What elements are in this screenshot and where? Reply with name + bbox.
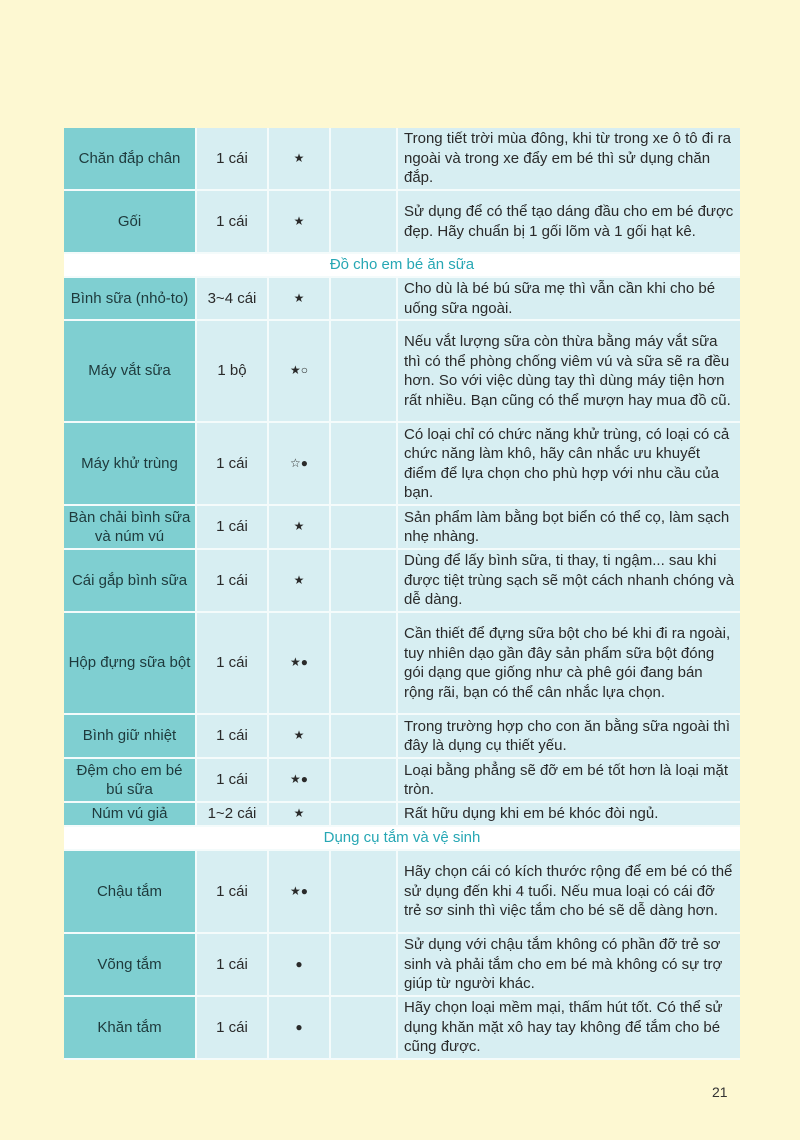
item-quantity: 1 cái [197, 128, 269, 191]
item-note: Có loại chỉ có chức năng khử trùng, có loại có cả chức năng làm khô, hãy cân nhắc ưu khuyết điểm để lựa chọn cho phù hợp với nhu cầu của bạn. [398, 423, 740, 506]
priority-marks: ● [269, 997, 331, 1060]
table-row [64, 506, 740, 550]
table-row [64, 759, 740, 803]
item-note: Cần thiết để đựng sữa bột cho bé khi đi ra ngoài, tuy nhiên dạo gần đây sản phẩm sữa bột đóng gói dạng que giống như cà phê gói đang bán rộng rãi, bạn có thể cân nhắc lựa chọn. [398, 613, 740, 715]
item-name: Máy vắt sữa [64, 321, 197, 423]
item-name: Khăn tắm [64, 997, 197, 1060]
priority-marks: ★● [269, 759, 331, 803]
empty-cell [331, 803, 398, 827]
item-note: Rất hữu dụng khi em bé khóc đòi ngủ. [398, 803, 740, 827]
item-quantity: 1 cái [197, 191, 269, 254]
item-note: Sản phẩm làm bằng bọt biển có thể cọ, làm sạch nhẹ nhàng. [398, 506, 740, 550]
priority-marks: ☆● [269, 423, 331, 506]
item-name: Bình giữ nhiệt [64, 715, 197, 759]
empty-cell [331, 191, 398, 254]
empty-cell [331, 423, 398, 506]
section-header [64, 254, 740, 278]
empty-cell [331, 278, 398, 321]
table-row [64, 128, 740, 191]
item-note: Sử dụng để có thể tạo dáng đầu cho em bé được đẹp. Hãy chuẩn bị 1 gối lõm và 1 gối hạt kê. [398, 191, 740, 254]
table-row [64, 321, 740, 423]
table-row [64, 997, 740, 1060]
priority-marks: ★ [269, 191, 331, 254]
empty-cell [331, 851, 398, 934]
empty-cell [331, 321, 398, 423]
priority-marks: ★ [269, 715, 331, 759]
item-quantity: 1 cái [197, 715, 269, 759]
item-note: Loại bằng phẳng sẽ đỡ em bé tốt hơn là loại mặt tròn. [398, 759, 740, 803]
item-name: Bình sữa (nhỏ-to) [64, 278, 197, 321]
item-quantity: 1 cái [197, 613, 269, 715]
empty-cell [331, 613, 398, 715]
table-body [64, 128, 740, 1060]
item-note: Cho dù là bé bú sữa mẹ thì vẫn cần khi cho bé uống sữa ngoài. [398, 278, 740, 321]
table-row [64, 851, 740, 934]
table-row [64, 550, 740, 613]
item-quantity: 1 cái [197, 997, 269, 1060]
empty-cell [331, 128, 398, 191]
item-note: Hãy chọn cái có kích thước rộng để em bé có thể sử dụng đến khi 4 tuổi. Nếu mua loại có cái đỡ trẻ sơ sinh thì việc tắm cho bé sẽ dễ dàng hơn. [398, 851, 740, 934]
table-row [64, 423, 740, 506]
item-note: Hãy chọn loại mềm mại, thấm hút tốt. Có thể sử dụng khăn mặt xô hay tay không để tắm cho bé cũng được. [398, 997, 740, 1060]
table-row [64, 803, 740, 827]
item-note: Nếu vắt lượng sữa còn thừa bằng máy vắt sữa thì có thể phòng chống viêm vú và sữa sẽ ra đều hơn. So với việc dùng tay thì dùng máy tiện hơn rất nhiều. Bạn cũng có thể mượn hay mua đồ cũ. [398, 321, 740, 423]
item-quantity: 1 cái [197, 550, 269, 613]
table-row [64, 715, 740, 759]
item-quantity: 1~2 cái [197, 803, 269, 827]
item-name: Máy khử trùng [64, 423, 197, 506]
table-row [64, 278, 740, 321]
table-row [64, 613, 740, 715]
item-name: Bàn chải bình sữa và núm vú [64, 506, 197, 550]
empty-cell [331, 715, 398, 759]
table-row [64, 191, 740, 254]
item-quantity: 1 cái [197, 851, 269, 934]
item-quantity: 1 cái [197, 934, 269, 997]
item-name: Hộp đựng sữa bột [64, 613, 197, 715]
priority-marks: ★ [269, 278, 331, 321]
empty-cell [331, 550, 398, 613]
item-name: Chăn đắp chân [64, 128, 197, 191]
item-name: Chậu tắm [64, 851, 197, 934]
item-quantity: 1 bộ [197, 321, 269, 423]
priority-marks: ★○ [269, 321, 331, 423]
item-name: Gối [64, 191, 197, 254]
empty-cell [331, 934, 398, 997]
priority-marks: ● [269, 934, 331, 997]
item-name: Đệm cho em bé bú sữa [64, 759, 197, 803]
priority-marks: ★ [269, 128, 331, 191]
item-quantity: 1 cái [197, 759, 269, 803]
item-quantity: 1 cái [197, 506, 269, 550]
page-number: 21 [712, 1084, 728, 1100]
item-note: Sử dụng với chậu tắm không có phần đỡ trẻ sơ sinh và phải tắm cho em bé mà không có sự trợ giúp từ người khác. [398, 934, 740, 997]
priority-marks: ★ [269, 506, 331, 550]
section-title: Đồ cho em bé ăn sữa [64, 254, 740, 278]
item-note: Trong trường hợp cho con ăn bằng sữa ngoài thì đây là dụng cụ thiết yếu. [398, 715, 740, 759]
empty-cell [331, 997, 398, 1060]
empty-cell [331, 506, 398, 550]
priority-marks: ★● [269, 613, 331, 715]
item-quantity: 3~4 cái [197, 278, 269, 321]
item-name: Cái gắp bình sữa [64, 550, 197, 613]
item-name: Núm vú giả [64, 803, 197, 827]
empty-cell [331, 759, 398, 803]
item-note: Dùng để lấy bình sữa, ti thay, ti ngậm... sau khi được tiệt trùng sạch sẽ một cách nhanh chóng và dễ dàng. [398, 550, 740, 613]
section-header [64, 827, 740, 851]
section-title: Dụng cụ tắm và vệ sinh [64, 827, 740, 851]
item-quantity: 1 cái [197, 423, 269, 506]
item-name: Võng tắm [64, 934, 197, 997]
table-row [64, 934, 740, 997]
item-note: Trong tiết trời mùa đông, khi từ trong xe ô tô đi ra ngoài và trong xe đẩy em bé thì sử dụng chăn đắp. [398, 128, 740, 191]
priority-marks: ★ [269, 803, 331, 827]
priority-marks: ★ [269, 550, 331, 613]
priority-marks: ★● [269, 851, 331, 934]
baby-items-table [64, 128, 740, 1060]
